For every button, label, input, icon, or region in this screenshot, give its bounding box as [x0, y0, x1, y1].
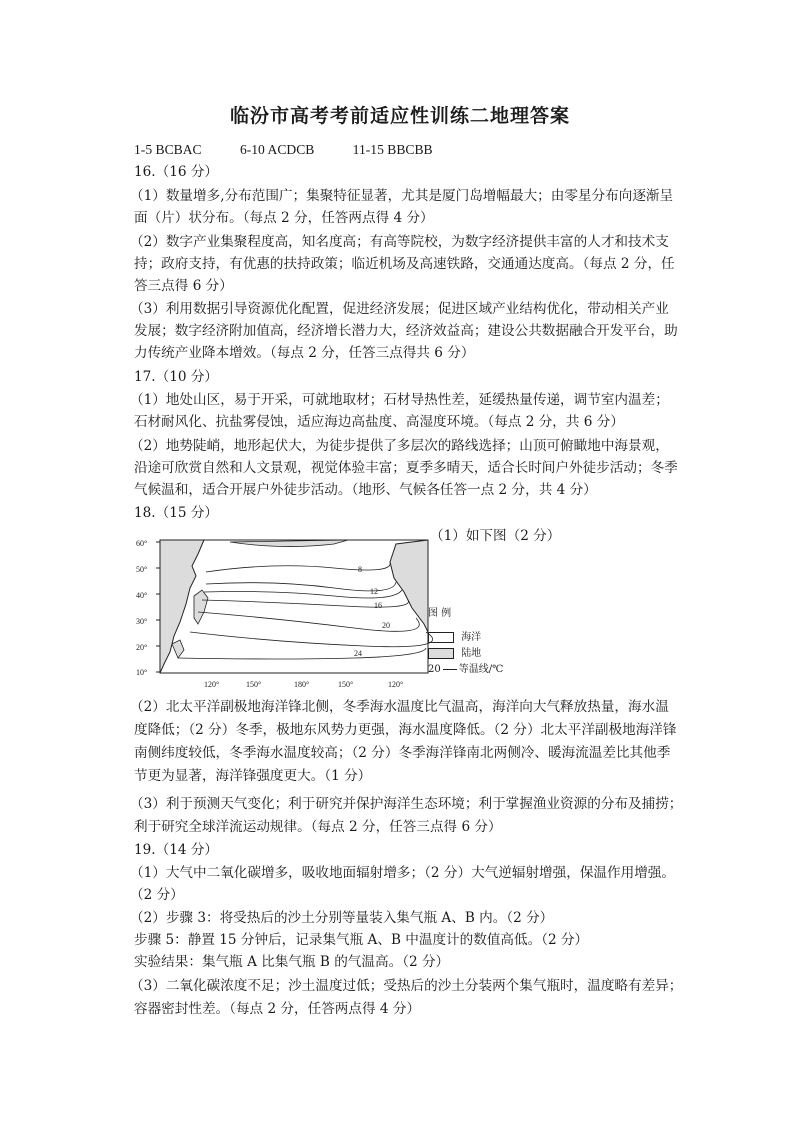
map-legend [428, 604, 451, 619]
q19-heading: 19.（14 分） [134, 842, 219, 858]
q16-line-1: （1）数量增多,分布范围广；集聚特征显著，尤其是厦门岛增幅最大；由零星分布向逐渐呈 [130, 188, 674, 204]
q16-line-3: （2）数字产业集聚程度高，知名度高；有高等院校，为数字经济提供丰富的人才和技术支 [130, 234, 669, 250]
lon-label: 120° [204, 680, 220, 689]
isotherm-label: 16 [374, 601, 382, 610]
q19-line-4: 步骤 5：静置 15 分钟后，记录集气瓶 A、B 中温度计的数值高低。（2 分） [134, 932, 589, 948]
lat-label: 60° [136, 539, 148, 548]
q16-line-8: 力传统产业降本增效。（每点 2 分，任答三点得共 6 分） [134, 345, 475, 361]
lat-label: 50° [136, 565, 148, 574]
page-title: 临汾市高考考前适应性训练二地理答案 [229, 105, 570, 127]
japan-islands [194, 590, 208, 624]
isotherm-label: 8 [358, 565, 362, 574]
lon-label: 120° [388, 680, 404, 689]
isotherm-line [178, 648, 426, 659]
lon-label: 180° [294, 680, 310, 689]
q17-line-4: 沿途可欣赏自然和人文景观，视觉体验丰富；夏季多晴天，适合长时间户外徒步活动；冬季 [134, 460, 678, 476]
legend-ocean-label: 海洋 [461, 632, 482, 643]
q19-line-2: （2 分） [130, 887, 184, 903]
q18-line-5: 节更为显著，海洋锋强度更大。（1 分） [134, 768, 372, 784]
q18-line-1: （1）如下图（2 分） [430, 528, 561, 544]
q17-line-5: 气候温和，适合开展户外徒步活动。（地形、气候各任答一点 2 分，共 4 分） [134, 482, 597, 498]
q16-line-4: 持；政府支持，有优惠的扶持政策；临近机场及高速铁路，交通通达度高。（每点 2 分，任 [134, 256, 675, 272]
q18-line-4: 南侧纬度较低，冬季海水温度较高；（2 分）冬季海洋锋南北两侧冷、暖海流温差比其他季 [134, 745, 671, 761]
isotherm-label: 12 [370, 587, 378, 596]
aleutian-coast [230, 540, 348, 547]
legend-isotherm-line [443, 669, 457, 670]
legend-isotherm [428, 660, 503, 675]
q19-line-6: （3）二氧化碳浓度不足；沙土温度过低；受热后的沙土分装两个集气瓶时，温度略有差异； [130, 978, 683, 994]
multiple-choice-answers [134, 142, 467, 158]
q16-line-5: 答三点得 6 分） [134, 278, 233, 294]
lat-label: 20° [136, 643, 148, 652]
q19-line-1: （1）大气中二氧化碳增多，吸收地面辐射增多；（2 分）大气逆辐射增强，保温作用增强。 [130, 865, 675, 881]
q16-heading: 16.（16 分） [134, 164, 219, 180]
q18-line-6: （3）利于预测天气变化；利于研究并保护海洋生态环境；利于掌握渔业资源的分布及捕捞； [130, 796, 683, 812]
q18-line-2: （2）北太平洋副极地海洋锋北侧，冬季海水温度比气温高，海洋向大气释放热量，海水温 [130, 699, 669, 715]
isotherm-label: 24 [354, 649, 362, 658]
pacific-isotherm-map [134, 532, 454, 689]
isotherm-line [206, 562, 390, 572]
legend-isotherm-label: 等温线/℃ [458, 664, 504, 675]
legend-land [428, 644, 481, 659]
q16-line-6: （3）利用数据引导资源优化配置，促进经济发展；促进区域产业结构优化，带动相关产业 [130, 301, 669, 317]
mc-answers-6-10: 6-10 ACDCB [239, 142, 315, 157]
q19-line-3: （2）步骤 3：将受热后的沙土分别等量装入集气瓶 A、B 内。（2 分） [130, 910, 554, 926]
q17-heading: 17.（10 分） [134, 369, 219, 385]
legend-title: 图 例 [428, 608, 452, 619]
north-america-landmass [390, 540, 428, 632]
q17-line-1: （1）地处山区，易于开采，可就地取材；石材导热性差，延缓热量传递，调节室内温差； [130, 392, 669, 408]
legend-land-label: 陆地 [461, 648, 482, 659]
isotherm-label: 20 [382, 621, 390, 630]
q16-line-2: 面（片）状分布。（每点 2 分，任答两点得 4 分） [134, 210, 434, 226]
q17-line-3: （2）地势陡峭，地形起伏大，为徒步提供了多层次的路线选择；山顶可俯瞰地中海景观， [130, 438, 669, 454]
mc-answers-1-5: 1-5 BCBAC [134, 142, 202, 157]
q18-line-7: 利于研究全球洋流运动规律。（每点 2 分，任答三点得 6 分） [134, 819, 502, 835]
legend-ocean-swatch [428, 632, 454, 643]
lon-label: 150° [246, 680, 262, 689]
lat-label: 10° [136, 668, 148, 677]
q19-line-5: 实验结果：集气瓶 A 比集气瓶 B 的气温高。（2 分） [134, 954, 450, 970]
q16-line-7: 发展；数字经济附加值高，经济增长潜力大，经济效益高；建设公共数据融合开发平台，助 [134, 323, 678, 339]
isotherm-line [190, 632, 433, 647]
legend-land-swatch [428, 648, 454, 659]
isotherm-line [206, 582, 396, 591]
mc-answers-11-15: 11-15 BBCBB [352, 142, 433, 157]
q18-heading: 18.（15 分） [134, 505, 219, 521]
q19-line-7: 容器密封性差。（每点 2 分，任答两点得 4 分） [134, 1001, 421, 1017]
lat-label: 40° [136, 591, 148, 600]
taiwan-island [172, 640, 184, 658]
lon-label: 150° [338, 680, 354, 689]
legend-isotherm-value: 20 [428, 664, 441, 675]
legend-ocean [428, 628, 481, 643]
q17-line-2: 石材耐风化、抗盐雾侵蚀，适应海边高盐度、高湿度环境。（每点 2 分，共 6 分） [134, 414, 624, 430]
q18-line-3: 度降低；（2 分）冬季，极地东风势力更强，海水温度降低。（2 分）北太平洋副极地海洋锋 [134, 722, 677, 738]
lat-label: 30° [136, 617, 148, 626]
